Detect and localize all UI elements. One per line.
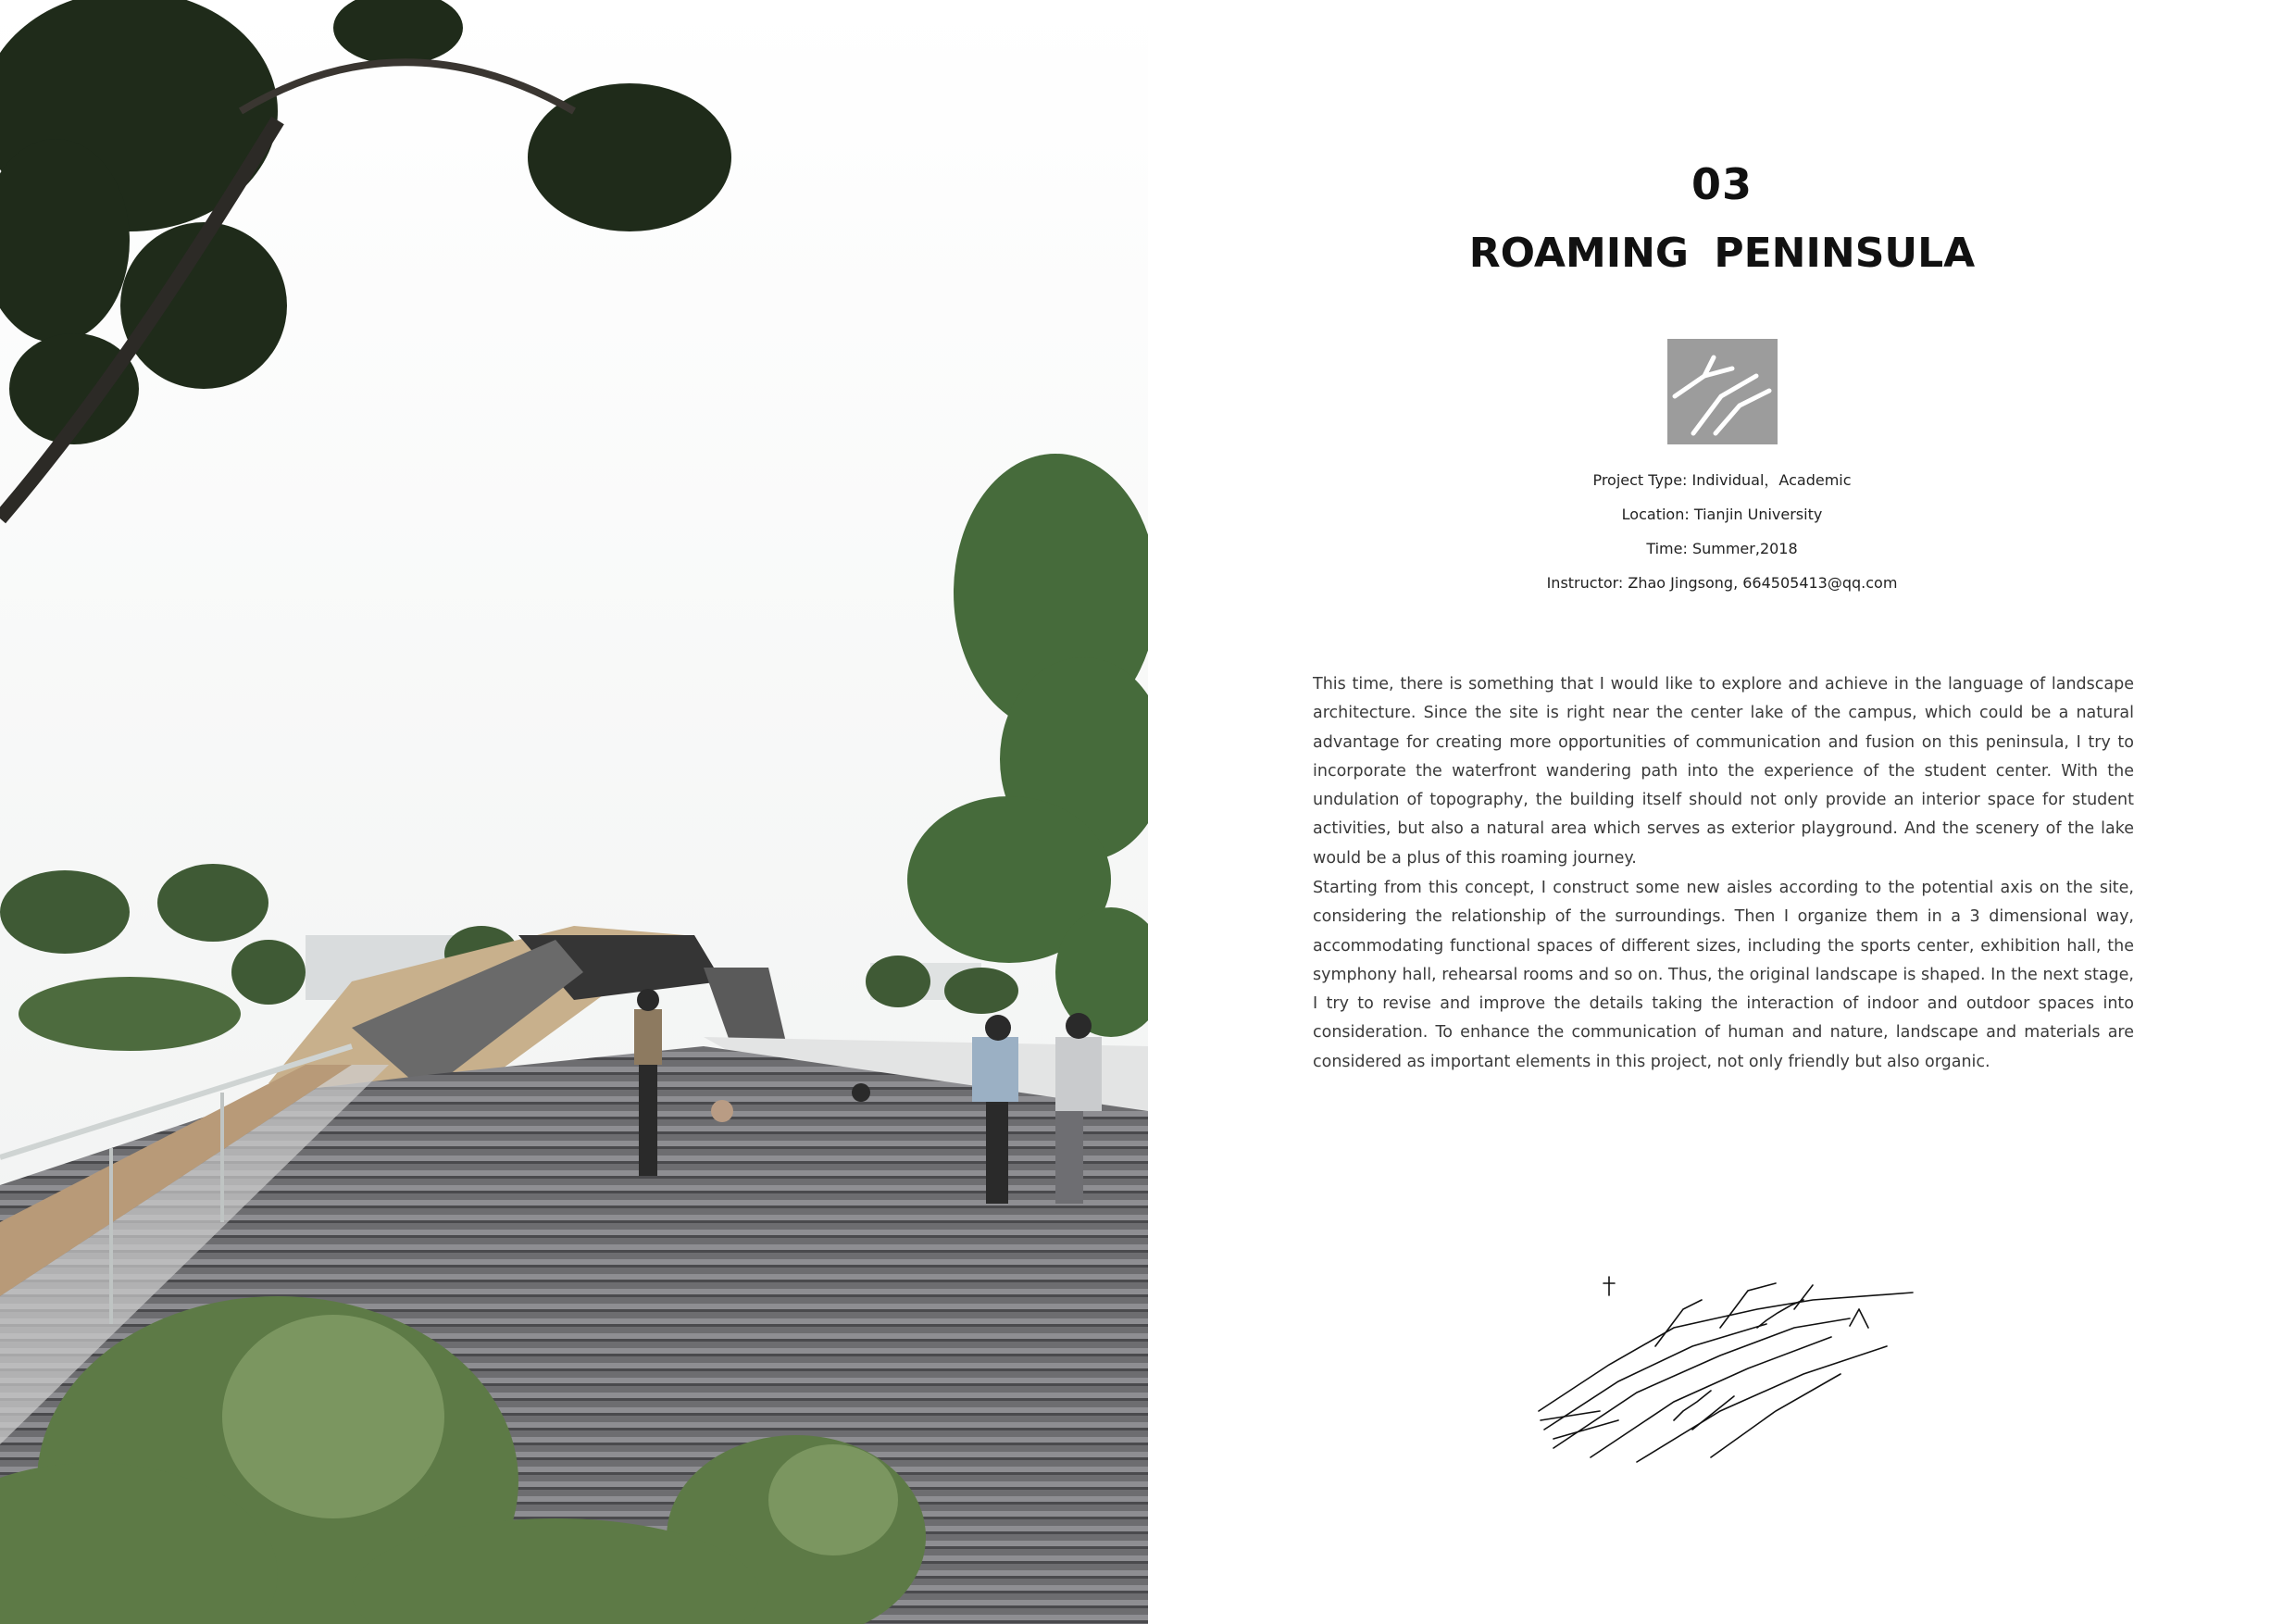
project-number: 03 xyxy=(1691,159,1753,209)
project-type-text: Project Type: Individual，Academic xyxy=(1592,471,1852,489)
concept-sketch-drawing xyxy=(1535,1272,1915,1467)
project-meta xyxy=(1148,468,2296,606)
project-description-page xyxy=(1148,0,2296,1624)
project-logo xyxy=(1667,339,1778,444)
project-title: ROAMING PENINSULA xyxy=(1468,230,1976,277)
location-text: Location: Tianjin University xyxy=(1621,506,1823,523)
description-paragraph-1: This time, there is something that I would like to explore and achieve in the language of landscape architecture. Since the site is right near the center lake of the campus, which could be a natural advantage for creating more opportunities of communication and fusion on this peninsula, I try to incorporate the waterfront wandering path into the experience of the student center. With the undulation of topography, the building itself should not only provide an interior space for student activities, but also a natural area which serves as exterior playground. And the scenery of the lake would be a plus of this roaming journey. xyxy=(1313,675,2134,868)
time-text: Time: Summer,2018 xyxy=(1646,540,1798,557)
description-paragraph-2: Starting from this concept, I construct some new aisles according to the potential axis on the site, considering the relationship of the surroundings. Then I organize them in a 3 dimensional way, accommodating functional spaces of different sizes, including the sports center, exhibition hall, the symphony hall, rehearsal rooms and so on. Thus, the original landscape is shaped. In the next stage, I try to revise and improve the details taking the interaction of indoor and outdoor spaces into consideration. To enhance the communication of human and nature, landscape and materials are considered as important elements in this project, not only friendly but also organic. xyxy=(1313,879,2134,1071)
instructor-text: Instructor: Zhao Jingsong, 664505413@qq.com xyxy=(1546,574,1898,592)
